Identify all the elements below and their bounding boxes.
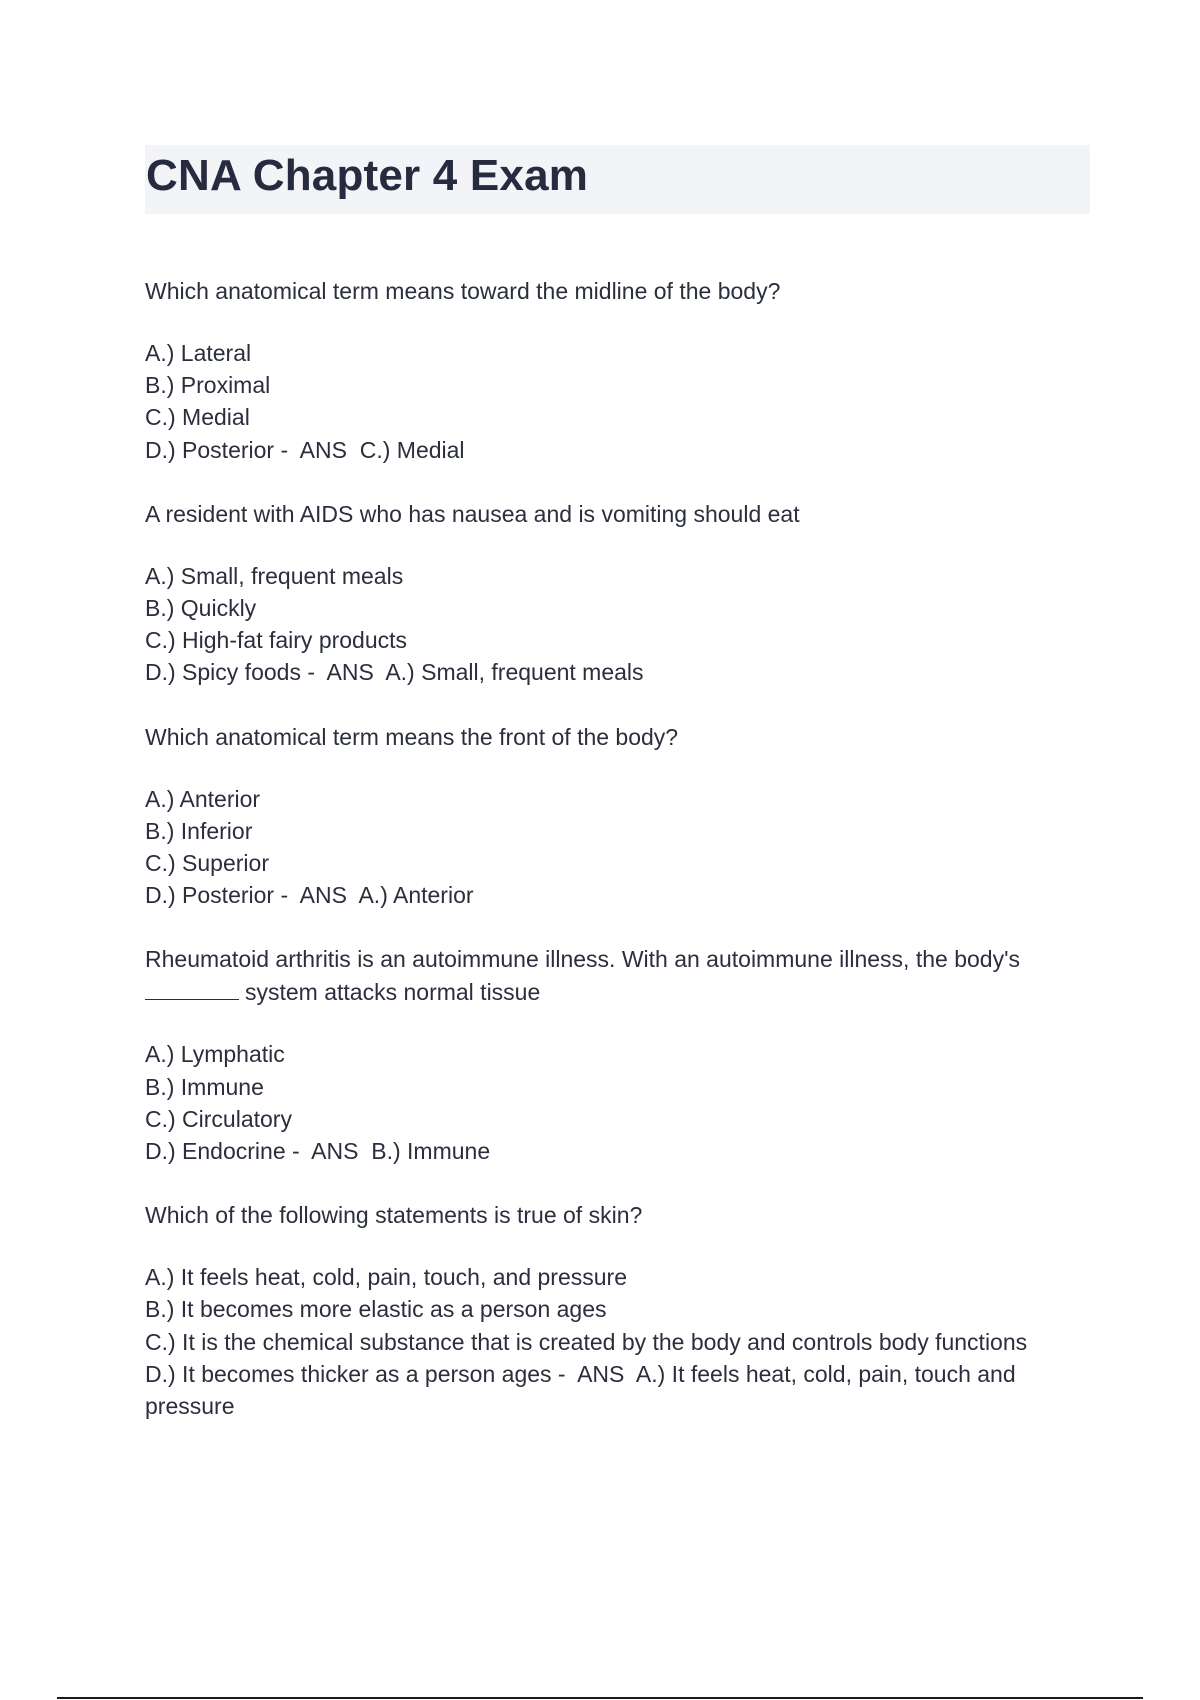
option-d: D.) Endocrine (145, 1138, 286, 1165)
option-d: D.) It becomes thicker as a person ages (145, 1360, 552, 1387)
page-title: CNA Chapter 4 Exam (146, 151, 589, 200)
option-c: C.) Superior (145, 850, 269, 877)
question-text: Which of the following statements is true of skin? (145, 1202, 643, 1229)
option-b: B.) Proximal (145, 372, 271, 399)
answer-text: A.) Anterior (358, 882, 474, 909)
answer-options (145, 1261, 1090, 1422)
option-a: A.) It feels heat, cold, pain, touch, and pressure (145, 1264, 628, 1291)
answer-marker: - ANS (300, 659, 386, 686)
option-c: C.) Medial (145, 404, 250, 431)
answer-options (145, 783, 1090, 912)
answer-marker: - ANS (285, 1138, 372, 1165)
question-text-part2: system attacks normal tissue (245, 979, 541, 1006)
answer-text: A.) It feels heat, cold, pain, touch and pressure (145, 1360, 1016, 1420)
question-block (145, 498, 1090, 689)
option-a: A.) Small, frequent meals (145, 562, 404, 589)
option-d-with-answer (145, 656, 1090, 688)
option-b: B.) It becomes more elastic as a person ages (145, 1296, 607, 1323)
answer-options (145, 560, 1090, 689)
answer-marker: - ANS (551, 1360, 636, 1387)
question-block (145, 943, 1090, 1167)
option-d: D.) Posterior (145, 882, 275, 909)
answer-options (145, 1038, 1090, 1167)
answer-text: C.) Medial (359, 436, 465, 463)
question-text: A resident with AIDS who has nausea and is vomiting should eat (145, 500, 800, 527)
option-c: C.) High-fat fairy products (145, 627, 408, 654)
question-text: Which anatomical term means the front of the body? (145, 723, 679, 750)
option-d: D.) Posterior (145, 436, 275, 463)
option-a: A.) Lymphatic (145, 1041, 285, 1068)
option-d-with-answer (145, 434, 1090, 466)
option-c: C.) Circulatory (145, 1105, 292, 1132)
answer-text: B.) Immune (371, 1138, 491, 1165)
option-c: C.) It is the chemical substance that is created by the body and controls body functions (145, 1328, 1028, 1355)
option-d: D.) Spicy foods (145, 659, 301, 686)
option-b: B.) Inferior (145, 817, 253, 844)
answer-options (145, 337, 1090, 466)
question-text (145, 943, 1090, 1008)
footer-divider (57, 1697, 1143, 1699)
question-text: Which anatomical term means toward the midline of the body? (145, 278, 781, 304)
answer-marker: - ANS (274, 882, 359, 909)
option-d-with-answer (145, 879, 1090, 911)
question-block (145, 1199, 1090, 1422)
answer-text: A.) Small, frequent meals (385, 659, 644, 686)
question-list (145, 275, 1090, 1454)
question-text-part1: Rheumatoid arthritis is an autoimmune illness. With an autoimmune illness, the body's (145, 946, 1020, 973)
option-b: B.) Immune (145, 1073, 264, 1100)
option-d-with-answer (145, 1358, 1090, 1422)
option-a: A.) Anterior (145, 785, 261, 812)
fill-in-blank (145, 975, 239, 1000)
option-d-with-answer (145, 1135, 1090, 1167)
question-block (145, 721, 1090, 912)
option-a: A.) Lateral (145, 340, 252, 366)
answer-marker: - ANS (274, 436, 360, 463)
question-block (145, 275, 1090, 466)
option-b: B.) Quickly (145, 595, 257, 622)
